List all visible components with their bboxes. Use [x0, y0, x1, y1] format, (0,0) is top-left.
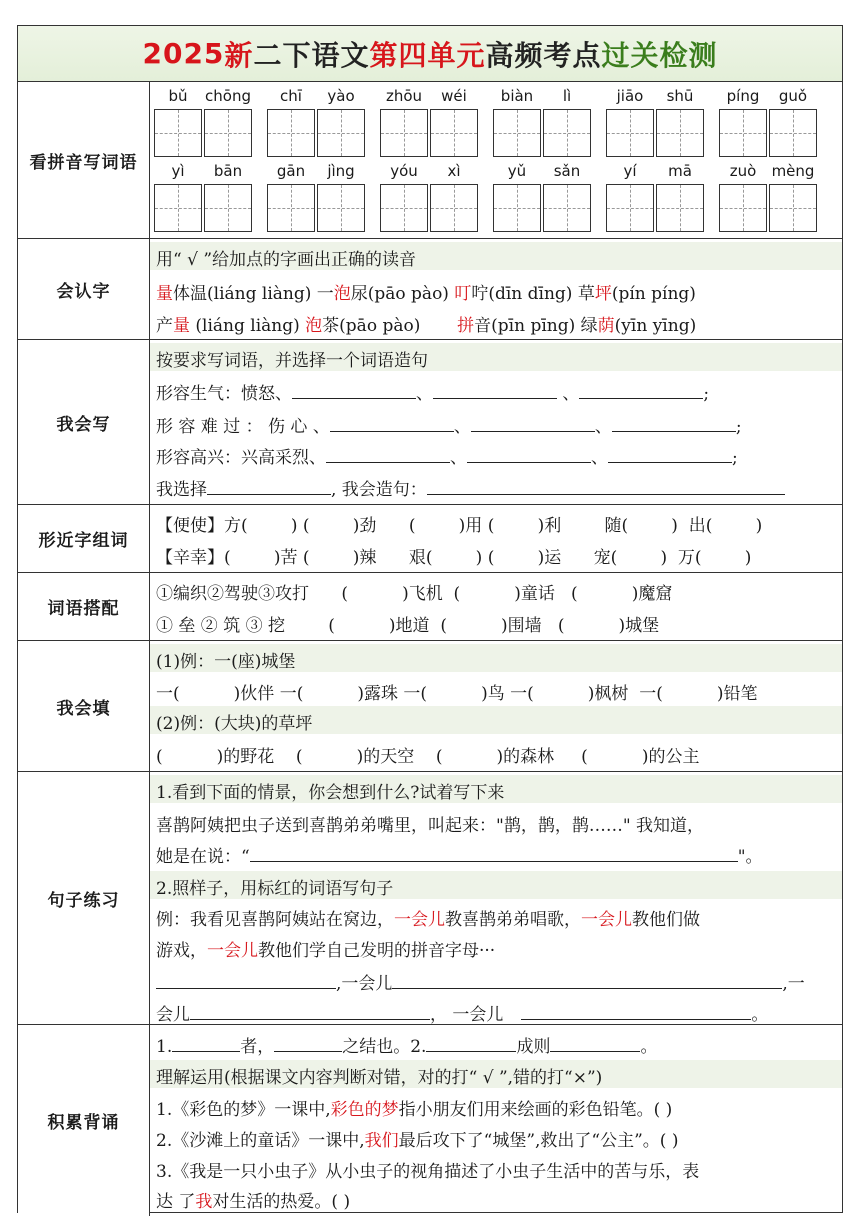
pinyin-label: jiāo: [616, 87, 644, 105]
pinyin-label: zhōu: [385, 87, 423, 105]
tianzige-box[interactable]: [267, 109, 315, 157]
answer-blank[interactable]: [207, 494, 331, 495]
answer-blank[interactable]: [467, 462, 591, 463]
pinyin-label: chōng: [205, 87, 251, 105]
tianzige-box[interactable]: [719, 109, 767, 157]
section-label: 句子练习: [18, 772, 150, 1024]
pinyin-label: guǒ: [778, 87, 808, 105]
section-pinyin: [18, 82, 842, 239]
pinyin-label: sǎn: [553, 162, 581, 180]
sentence-q2: 2.照样子，用标红的词语写句子: [156, 879, 394, 899]
tianzige-box[interactable]: [769, 109, 817, 157]
instruction: 按要求写词语，并选择一个词语造句: [156, 351, 428, 371]
tianzige-box[interactable]: [154, 109, 202, 157]
page-title: [18, 26, 842, 82]
judge-item-1: 1.《彩色的梦》一课中,彩色的梦指小朋友们用来绘画的彩色铅笔。( ): [156, 1100, 673, 1120]
match-line-1: ①编织②驾驶③攻打 ( )飞机 ( )童话 ( )魔窟: [156, 584, 673, 604]
tianzige-box[interactable]: [493, 109, 541, 157]
fill-line-1: 一( )伙伴 一( )露珠 一( )鸟 一( )枫树 一( )铅笔: [156, 684, 758, 704]
tianzige-box[interactable]: [606, 184, 654, 232]
match-line-2: ① 垒 ② 筑 ③ 挖 ( )地道 ( )围墙 ( )城堡: [156, 616, 660, 636]
tianzige-box[interactable]: [267, 184, 315, 232]
sentence-q1-answer: 她是在说：“ "。: [156, 847, 763, 867]
pinyin-label: wéi: [441, 87, 467, 105]
answer-blank[interactable]: [330, 431, 454, 432]
answer-blank[interactable]: [426, 1051, 516, 1052]
tianzige-box[interactable]: [204, 109, 252, 157]
tianzige-box[interactable]: [430, 109, 478, 157]
pinyin-label: yì: [171, 162, 185, 180]
answer-blank[interactable]: [433, 398, 557, 399]
pinyin-label: jìng: [327, 162, 355, 180]
reading-line-1: 量体温(liáng liàng) 一泡尿(pāo pào) 叮咛(dīn dīng) 草坪(pín píng): [156, 284, 696, 304]
similar-line-2: 【辛幸】( )苦 ( )辣 艰( ) ( )运 宠( ) 万( ): [156, 548, 752, 568]
pinyin-label: zuò: [729, 162, 757, 180]
tianzige-box[interactable]: [719, 184, 767, 232]
sentence-write-2: 会儿 ， 一会儿 。: [156, 1005, 769, 1025]
tianzige-box[interactable]: [493, 184, 541, 232]
tianzige-box[interactable]: [606, 109, 654, 157]
section-label: 我会写: [18, 340, 150, 504]
title-new: 新: [224, 38, 254, 72]
pinyin-label: lì: [562, 87, 572, 105]
tianzige-box[interactable]: [543, 184, 591, 232]
answer-blank[interactable]: [250, 861, 738, 862]
section-label: 我会填: [18, 641, 150, 771]
answer-blank[interactable]: [326, 462, 450, 463]
write-line-angry: 形容生气：愤怒、 、 、 ;: [156, 384, 710, 404]
answer-blank[interactable]: [608, 462, 732, 463]
answer-blank[interactable]: [471, 431, 595, 432]
answer-blank[interactable]: [521, 1019, 751, 1020]
tianzige-box[interactable]: [543, 109, 591, 157]
answer-blank[interactable]: [392, 988, 782, 989]
pinyin-label: biàn: [500, 87, 534, 105]
title-unit: 第四单元: [369, 38, 486, 72]
section-label: 形近字组词: [18, 505, 150, 572]
write-line-sad: 形 容 难 过 ： 伤 心 、 、 、 ;: [156, 417, 742, 437]
sentence-blank[interactable]: [427, 494, 785, 495]
pinyin-label: shū: [666, 87, 694, 105]
pinyin-label: yí: [623, 162, 637, 180]
sentence-q1-text: 喜鹊阿姨把虫子送到喜鹊弟弟嘴里，叫起来："鹊，鹊，鹊……" 我知道，: [156, 816, 705, 836]
pinyin-label: xì: [447, 162, 461, 180]
tianzige-box[interactable]: [204, 184, 252, 232]
pinyin-label: bān: [213, 162, 243, 180]
pinyin-label: yóu: [390, 162, 418, 180]
sentence-example-2: 游戏，一会儿教他们学自己发明的拼音字母···: [156, 941, 496, 961]
pinyin-label: chī: [280, 87, 302, 105]
answer-blank[interactable]: [156, 988, 336, 989]
pinyin-label: yào: [327, 87, 355, 105]
answer-blank[interactable]: [292, 398, 416, 399]
judge-instruction: 理解运用(根据课文内容判断对错，对的打“ √ ”,错的打“×”): [156, 1068, 603, 1088]
section-similar-chars: [18, 505, 842, 573]
section-label: 积累背诵: [18, 1025, 150, 1216]
answer-blank[interactable]: [274, 1051, 342, 1052]
answer-blank[interactable]: [550, 1051, 640, 1052]
answer-blank[interactable]: [190, 1019, 430, 1020]
title-check: 过关检测: [601, 38, 718, 72]
section-label: 词语搭配: [18, 573, 150, 640]
answer-blank[interactable]: [172, 1051, 240, 1052]
similar-line-1: 【便使】方( ) ( )劲 ( )用 ( )利 随( ) 出( ): [156, 516, 763, 536]
pinyin-label: píng: [726, 87, 760, 105]
section-label: 会认字: [18, 239, 150, 339]
answer-blank[interactable]: [612, 431, 736, 432]
sentence-example-1: 例：我看见喜鹊阿姨站在窝边，一会儿教喜鹊弟弟唱歌，一会儿教他们做: [156, 910, 700, 930]
section-sentence: [18, 772, 842, 1025]
section-word-match: [18, 573, 842, 641]
section-recognize: [18, 239, 842, 340]
section-write: [18, 340, 842, 505]
pinyin-row-2: [150, 162, 840, 242]
instruction: 用“ √ ”给加点的字画出正确的读音: [156, 250, 417, 270]
pinyin-grid: [150, 82, 842, 238]
judge-item-2: 2.《沙滩上的童话》一课中,我们最后攻下了“城堡”,救出了“公主”。( ): [156, 1131, 679, 1151]
section-recite: [18, 1025, 842, 1216]
judge-item-3: 3.《我是一只小虫子》从小虫子的视角描述了小虫子生活中的苦与乐，表: [156, 1162, 700, 1182]
tianzige-box[interactable]: [769, 184, 817, 232]
recite-fill-line: 1. 者， 之结也。2. 成则 。: [156, 1037, 658, 1057]
pinyin-label: mā: [668, 162, 692, 180]
sentence-write-1: ,一会儿 ,一: [156, 969, 805, 994]
title-topic: 高频考点: [485, 38, 602, 72]
tianzige-box[interactable]: [656, 109, 704, 157]
pinyin-label: bǔ: [168, 87, 188, 105]
write-line-happy: 形容高兴：兴高采烈、 、 、 ;: [156, 448, 738, 468]
pinyin-label: gān: [276, 162, 306, 180]
tianzige-box[interactable]: [380, 184, 428, 232]
pinyin-label: yǔ: [507, 162, 527, 180]
tianzige-box[interactable]: [154, 184, 202, 232]
fill-example-2: (2)例：(大块)的草坪: [156, 714, 313, 734]
title-year: 2025: [142, 37, 225, 70]
pinyin-label: mèng: [771, 162, 815, 180]
tianzige-box[interactable]: [317, 109, 365, 157]
tianzige-box[interactable]: [380, 109, 428, 157]
fill-line-2: ( )的野花 ( )的天空 ( )的森林 ( )的公主: [156, 747, 700, 767]
tianzige-box[interactable]: [656, 184, 704, 232]
title-grade: 二下语文: [253, 38, 370, 72]
reading-line-2: 产量 (liáng liàng) 泡茶(pāo pào) 拼音(pīn pīng) 绿荫(yīn yīng): [156, 316, 697, 336]
section-fill: [18, 641, 842, 772]
tianzige-box[interactable]: [430, 184, 478, 232]
tianzige-box[interactable]: [317, 184, 365, 232]
write-line-sentence: 我选择 , 我会造句：: [156, 475, 785, 500]
answer-blank[interactable]: [579, 398, 703, 399]
fill-example-1: (1)例：一(座)城堡: [156, 652, 296, 672]
sentence-q1: 1.看到下面的情景，你会想到什么?试着写下来: [156, 783, 505, 803]
worksheet: [17, 25, 843, 1213]
section-label: 看拼音写词语: [18, 82, 150, 238]
judge-item-3-cont: 达 了我对生活的热爱。( ): [156, 1192, 351, 1212]
pinyin-row-1: [150, 87, 840, 167]
